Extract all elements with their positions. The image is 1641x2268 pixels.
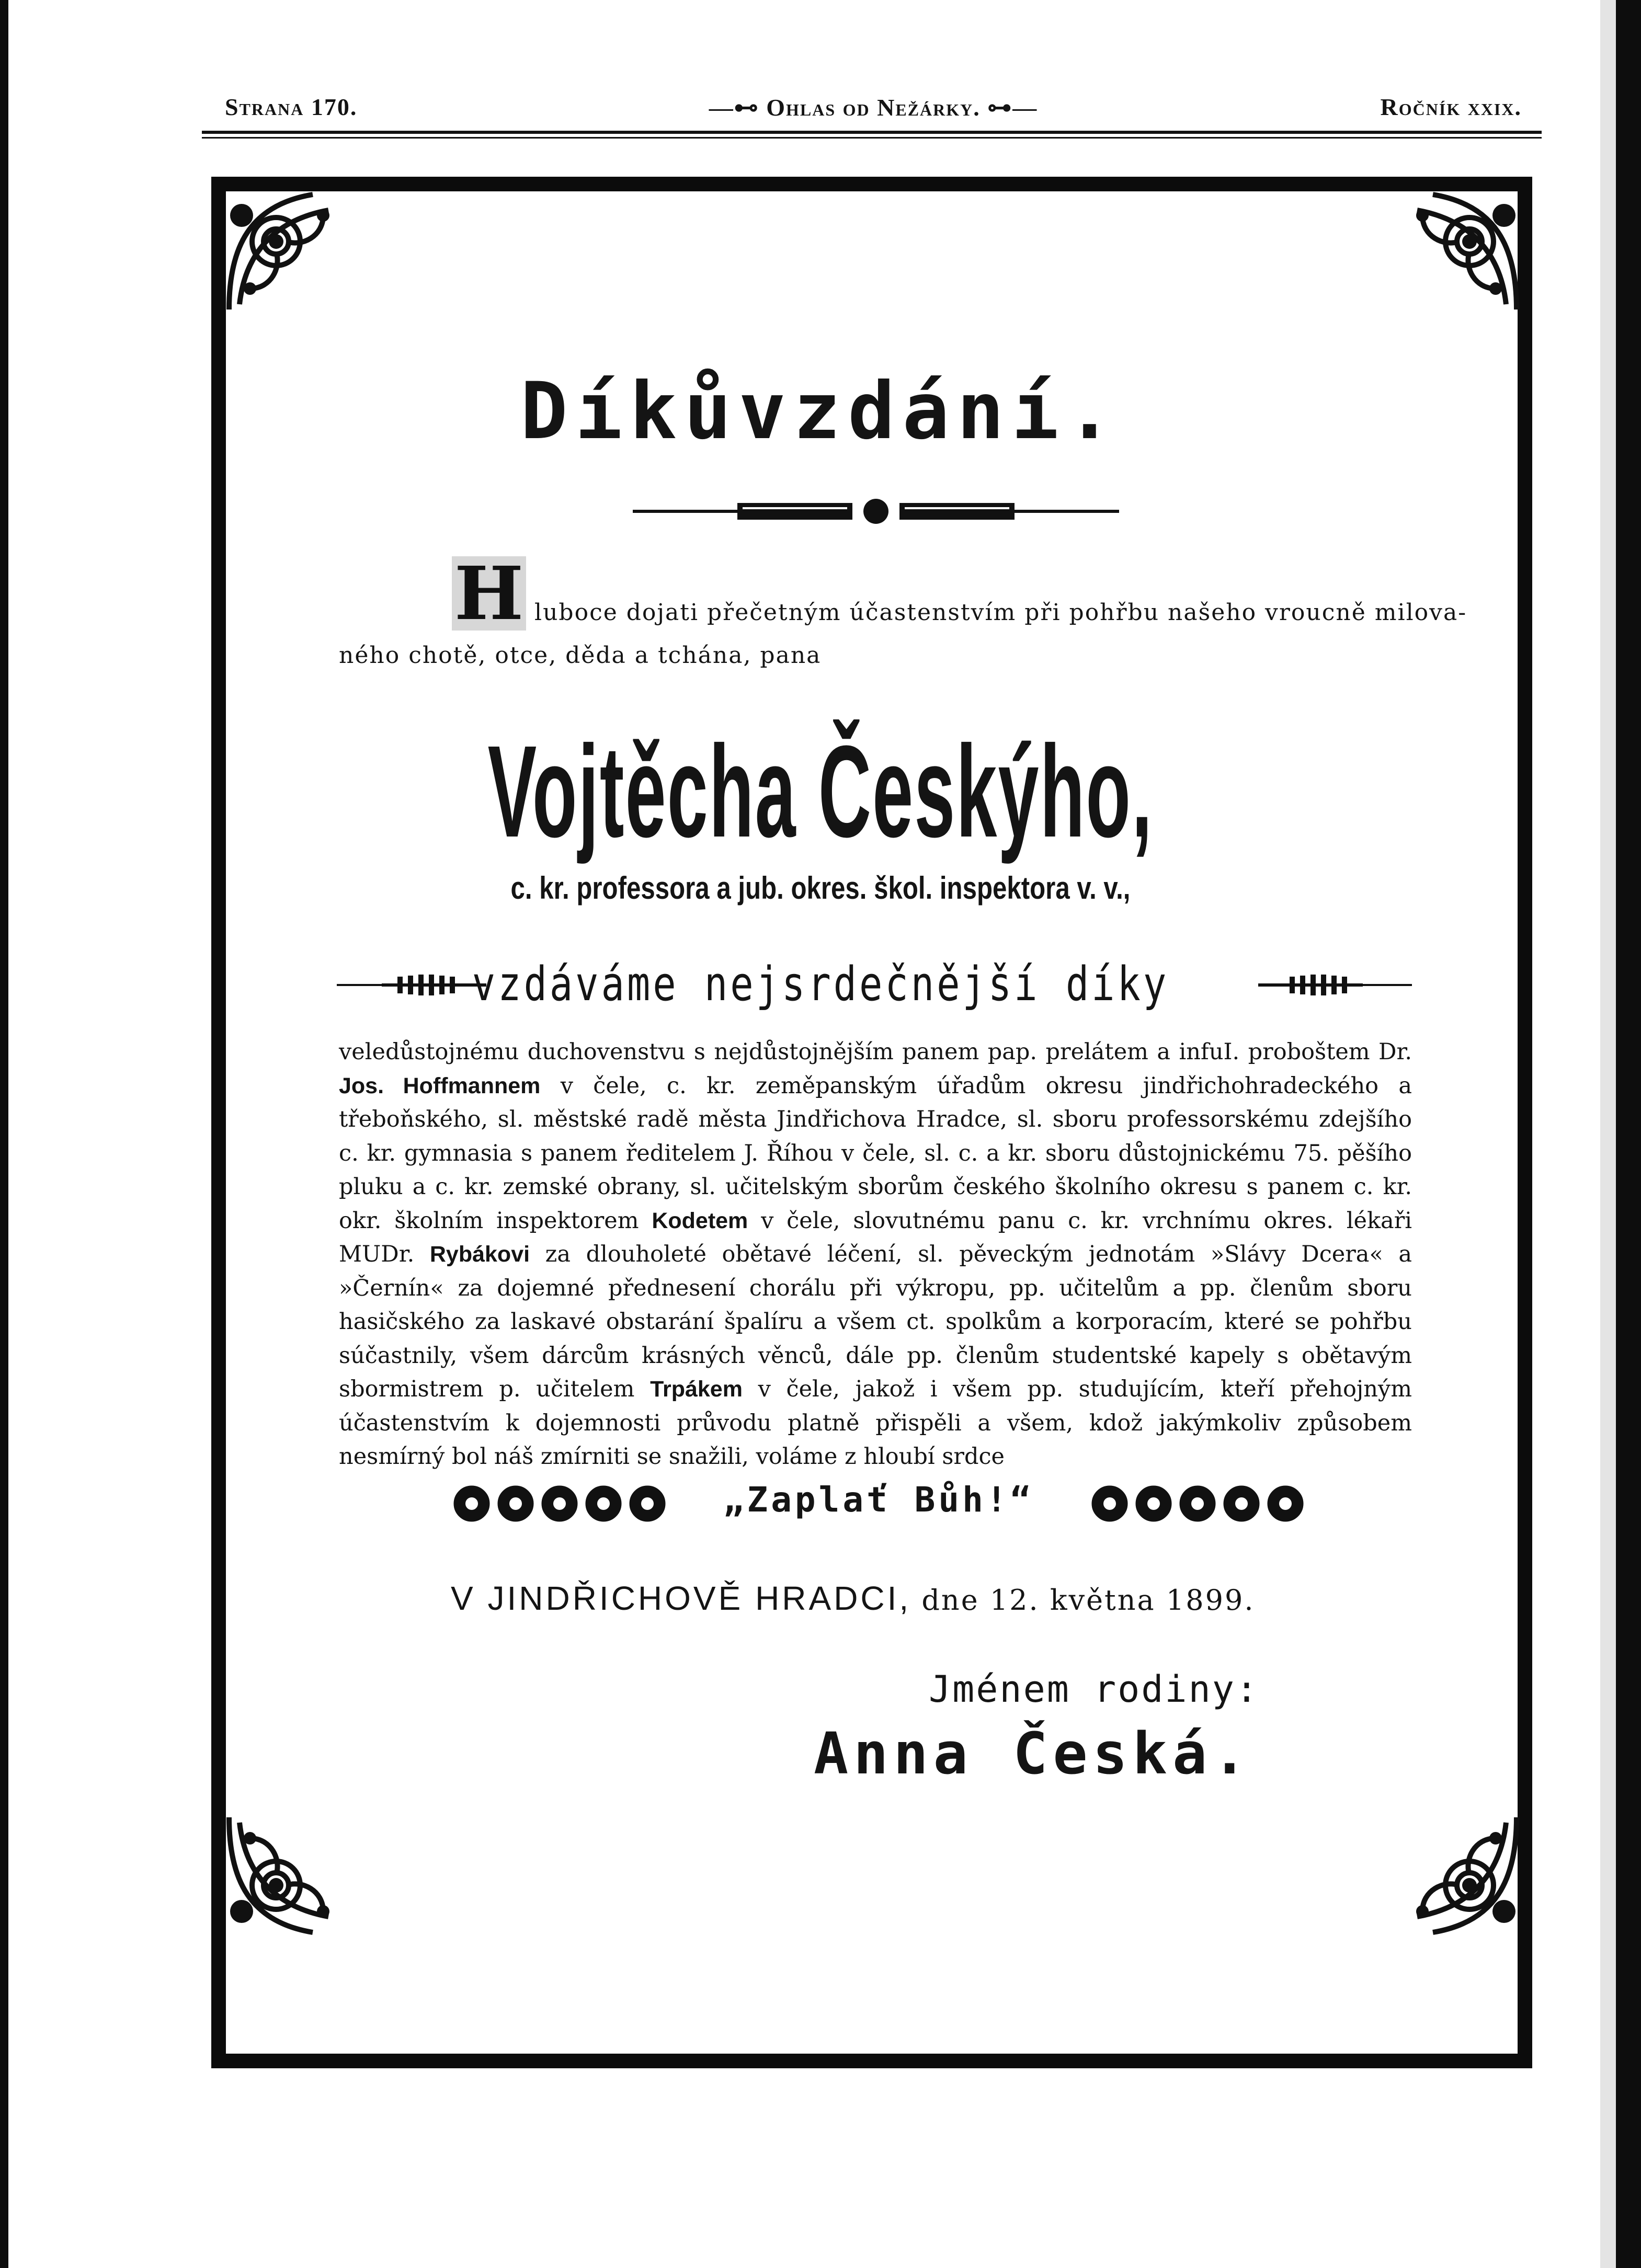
deceased-name: Vojtěcha Českýho,	[487, 718, 1154, 864]
corner-ornament-icon	[1391, 184, 1527, 320]
named-person: Trpákem	[650, 1377, 743, 1402]
date: dne 12. května 1899.	[921, 1584, 1255, 1617]
named-person: Jos. Hoffmannem	[339, 1073, 541, 1098]
rosette-row-right-icon	[1088, 1482, 1307, 1526]
page-number: Strana 170.	[225, 94, 358, 120]
thanks-paragraph	[339, 1035, 1412, 1474]
paragraph-text: veledůstojnému duchovenstvu s nejdůstojnějším panem pap. prelátem a infuI. proboštem Dr.	[339, 1039, 1412, 1065]
scan-edge-right	[1616, 0, 1641, 2268]
notice-title: Díkůvzdání.	[520, 366, 1121, 457]
thanks-heading: vzdáváme nejsrdečnější díky	[472, 957, 1169, 1012]
drop-cap-icon	[450, 554, 528, 633]
title-divider-icon	[633, 498, 1119, 525]
deceased-title: c. kr. professora a jub. okres. škol. inspektora v. v.,	[510, 870, 1131, 906]
newspaper-name: Ohlas od Nežárky.	[766, 94, 981, 121]
paragraph-text: za dlouholeté obětavé léčení, sl. pěveckým jednotám »Slávy Dcera« a »Černín« za dojemné přednesení chorálu při výkropu, pp. učitelům a pp. členům sboru hasičského za laskavé obstarání špalíru a všem ct. spolkům a korporacím, které se pohřbu súčastnily, všem dárcům krásných věnců, dále pp. členům studentské kapely s obětavým sbormistrem p. učitelem	[339, 1241, 1412, 1402]
header-rule-thin	[202, 137, 1542, 139]
corner-ornament-icon	[1391, 1807, 1527, 1943]
paragraph-text: v čele, slovutnému panu c. kr. vrchnímu okres. lékaři MUDr.	[339, 1207, 1412, 1267]
place: V JINDŘICHOVĚ HRADCI,	[451, 1579, 911, 1617]
header-rule	[202, 131, 1542, 134]
ornament-left-icon: —⊷	[709, 94, 767, 121]
on-behalf-label: Jménem rodiny:	[929, 1668, 1260, 1711]
blessing-row	[450, 1474, 1307, 1537]
newspaper-title	[225, 93, 1522, 121]
blessing-text: „Zaplať Bůh!“	[723, 1480, 1034, 1520]
volume-number: Ročník xxix.	[1380, 94, 1522, 120]
thanks-rule-right	[1339, 984, 1412, 986]
place-date-line	[451, 1579, 1255, 1618]
intro-line-2: ného chotě, otce, děda a tchána, pana	[339, 642, 822, 669]
named-person: Rybákovi	[429, 1242, 530, 1267]
corner-ornament-icon	[219, 184, 355, 320]
drop-cap-letter: H	[454, 554, 524, 633]
scan-edge-shadow	[1600, 0, 1616, 2268]
paragraph-text: v čele, jakož i všem pp. studujícím, kteří přehojným účastenstvím k dojemnosti průvodu platně přispěli a všem, kdož jakýmkoliv způsobem nesmírný bol náš zmírniti se snažili, voláme z hloubí srdce	[339, 1376, 1412, 1470]
running-header	[225, 93, 1522, 130]
intro-line-1: luboce dojati přečetným účastenstvím při pohřbu našeho vroucně milova-	[534, 599, 1467, 626]
drop-cap	[450, 554, 528, 633]
scan-edge-left	[0, 0, 8, 2268]
ornament-right-icon: ⊶—	[980, 94, 1038, 121]
paragraph-text: v čele, c. kr. zeměpanským úřadům okresu jindřichohradeckého a třeboňského, sl. městské radě města Jindřichova Hradce, sl. sboru professorskému zdejšího c. kr. gymnasia s panem ředitelem J. Říhou v čele, sl. c. a kr. sboru důstojnickému 75. pěšího pluku a c. kr. zemské obrany, sl. učitelským sborům českého školního okresu s panem c. kr. okr. školním inspektorem	[339, 1072, 1412, 1234]
named-person: Kodetem	[652, 1208, 748, 1233]
signature: Anna Česká.	[814, 1720, 1252, 1787]
corner-ornament-icon	[219, 1807, 355, 1943]
